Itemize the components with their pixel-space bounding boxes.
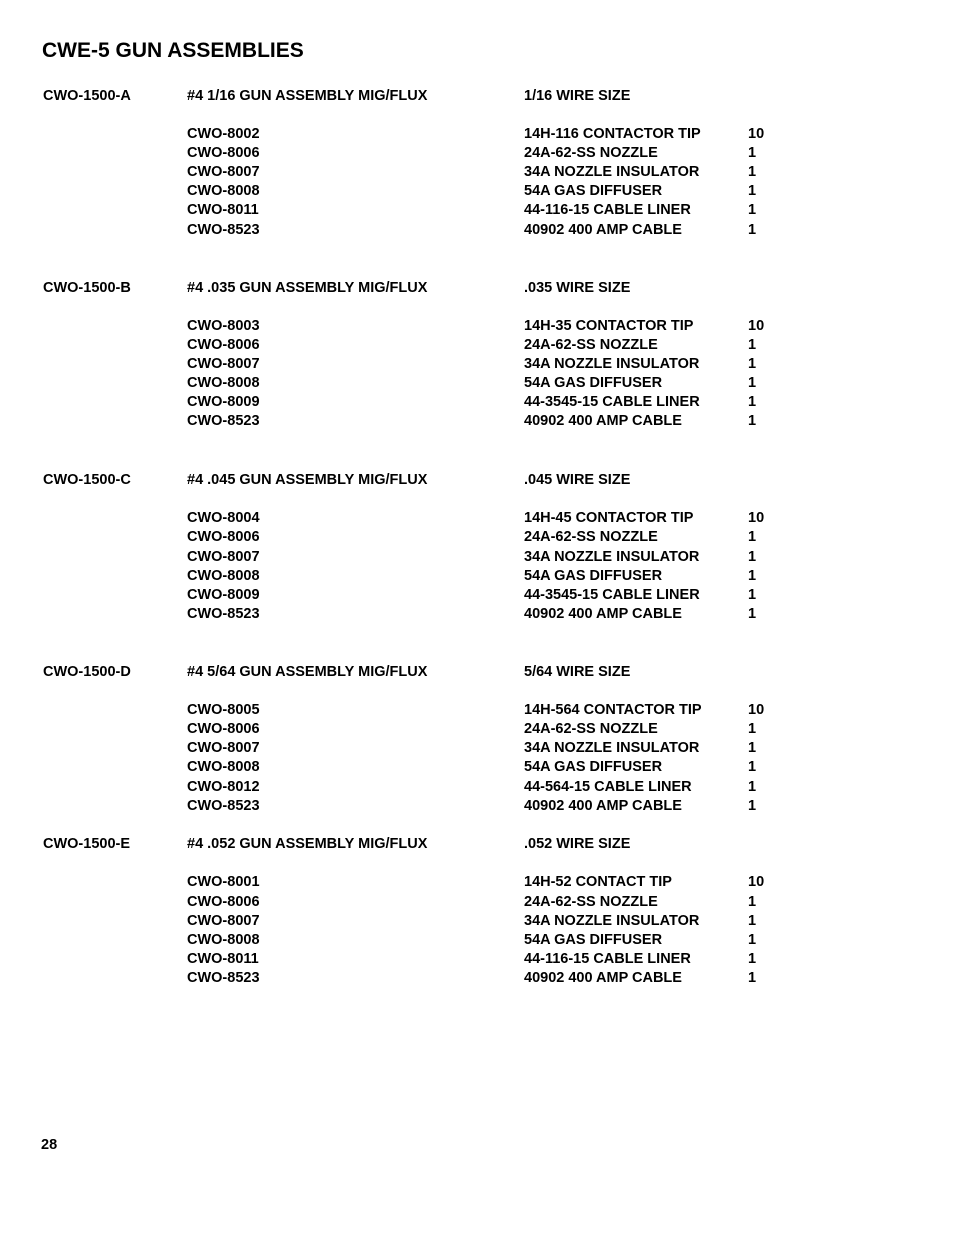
wire-size: .035 WIRE SIZE <box>524 280 631 296</box>
part-description: 34A NOZZLE INSULATOR <box>524 549 700 565</box>
assembly-name: #4 .052 GUN ASSEMBLY MIG/FLUX <box>187 836 428 852</box>
page-number: 28 <box>41 1137 58 1153</box>
part-description: 14H-52 CONTACT TIP <box>524 874 672 890</box>
part-number: CWO-8005 <box>187 702 260 718</box>
part-row <box>0 969 954 988</box>
wire-size: 1/16 WIRE SIZE <box>524 88 631 104</box>
part-number: CWO-8002 <box>187 126 260 142</box>
part-row <box>0 317 954 336</box>
part-description: 40902 400 AMP CABLE <box>524 970 682 986</box>
part-description: 44-116-15 CABLE LINER <box>524 951 691 967</box>
part-row <box>0 701 954 720</box>
part-number: CWO-8006 <box>187 529 260 545</box>
part-description: 34A NOZZLE INSULATOR <box>524 164 700 180</box>
part-quantity: 1 <box>748 356 757 372</box>
part-number: CWO-8008 <box>187 183 260 199</box>
part-description: 14H-35 CONTACTOR TIP <box>524 318 694 334</box>
part-row <box>0 797 954 816</box>
part-number: CWO-8008 <box>187 568 260 584</box>
part-quantity: 1 <box>748 932 757 948</box>
part-row <box>0 182 954 201</box>
wire-size: 5/64 WIRE SIZE <box>524 664 631 680</box>
part-quantity: 1 <box>748 394 757 410</box>
assembly-header <box>0 835 954 854</box>
part-row <box>0 144 954 163</box>
assembly-code: CWO-1500-C <box>43 472 131 488</box>
part-number: CWO-8523 <box>187 222 260 238</box>
part-quantity: 10 <box>748 318 765 334</box>
part-row <box>0 758 954 777</box>
part-description: 44-3545-15 CABLE LINER <box>524 587 700 603</box>
assembly-name: #4 1/16 GUN ASSEMBLY MIG/FLUX <box>187 88 428 104</box>
part-number: CWO-8007 <box>187 549 260 565</box>
part-number: CWO-8007 <box>187 164 260 180</box>
part-description: 24A-62-SS NOZZLE <box>524 337 658 353</box>
assembly-code: CWO-1500-A <box>43 88 131 104</box>
part-description: 54A GAS DIFFUSER <box>524 759 663 775</box>
part-quantity: 1 <box>748 413 757 429</box>
part-quantity: 1 <box>748 913 757 929</box>
part-row <box>0 336 954 355</box>
part-number: CWO-8523 <box>187 970 260 986</box>
part-number: CWO-8006 <box>187 894 260 910</box>
part-quantity: 10 <box>748 702 765 718</box>
part-row <box>0 393 954 412</box>
part-row <box>0 125 954 144</box>
part-quantity: 1 <box>748 798 757 814</box>
part-quantity: 1 <box>748 164 757 180</box>
assembly-header <box>0 663 954 682</box>
part-number: CWO-8009 <box>187 587 260 603</box>
part-number: CWO-8523 <box>187 413 260 429</box>
part-description: 54A GAS DIFFUSER <box>524 568 663 584</box>
part-row <box>0 567 954 586</box>
part-quantity: 1 <box>748 606 757 622</box>
part-number: CWO-8003 <box>187 318 260 334</box>
part-row <box>0 355 954 374</box>
part-quantity: 1 <box>748 549 757 565</box>
part-row <box>0 201 954 220</box>
part-number: CWO-8004 <box>187 510 260 526</box>
part-quantity: 1 <box>748 145 757 161</box>
part-description: 40902 400 AMP CABLE <box>524 222 682 238</box>
part-description: 34A NOZZLE INSULATOR <box>524 740 700 756</box>
assembly-name: #4 5/64 GUN ASSEMBLY MIG/FLUX <box>187 664 428 680</box>
part-number: CWO-8523 <box>187 606 260 622</box>
part-quantity: 1 <box>748 759 757 775</box>
part-description: 24A-62-SS NOZZLE <box>524 894 658 910</box>
part-description: 44-3545-15 CABLE LINER <box>524 394 700 410</box>
part-row <box>0 605 954 624</box>
part-description: 24A-62-SS NOZZLE <box>524 529 658 545</box>
part-description: 40902 400 AMP CABLE <box>524 413 682 429</box>
part-row <box>0 374 954 393</box>
part-row <box>0 873 954 892</box>
part-row <box>0 509 954 528</box>
part-description: 24A-62-SS NOZZLE <box>524 721 658 737</box>
part-description: 14H-564 CONTACTOR TIP <box>524 702 702 718</box>
part-quantity: 1 <box>748 721 757 737</box>
part-description: 14H-116 CONTACTOR TIP <box>524 126 701 142</box>
part-row <box>0 950 954 969</box>
part-number: CWO-8006 <box>187 721 260 737</box>
part-quantity: 1 <box>748 951 757 967</box>
part-number: CWO-8001 <box>187 874 260 890</box>
part-number: CWO-8008 <box>187 375 260 391</box>
part-row <box>0 586 954 605</box>
part-quantity: 1 <box>748 740 757 756</box>
assembly-header <box>0 279 954 298</box>
part-row <box>0 528 954 547</box>
part-description: 40902 400 AMP CABLE <box>524 606 682 622</box>
part-quantity: 1 <box>748 202 757 218</box>
part-number: CWO-8012 <box>187 779 260 795</box>
part-row <box>0 221 954 240</box>
part-quantity: 1 <box>748 568 757 584</box>
assembly-name: #4 .035 GUN ASSEMBLY MIG/FLUX <box>187 280 428 296</box>
part-description: 44-564-15 CABLE LINER <box>524 779 692 795</box>
part-description: 54A GAS DIFFUSER <box>524 375 663 391</box>
page-title: CWE-5 GUN ASSEMBLIES <box>42 39 304 62</box>
part-number: CWO-8008 <box>187 759 260 775</box>
part-quantity: 1 <box>748 375 757 391</box>
part-description: 54A GAS DIFFUSER <box>524 183 663 199</box>
part-row <box>0 893 954 912</box>
wire-size: .052 WIRE SIZE <box>524 836 631 852</box>
part-quantity: 1 <box>748 183 757 199</box>
wire-size: .045 WIRE SIZE <box>524 472 631 488</box>
part-number: CWO-8006 <box>187 145 260 161</box>
part-quantity: 10 <box>748 510 765 526</box>
part-description: 44-116-15 CABLE LINER <box>524 202 691 218</box>
part-quantity: 10 <box>748 126 765 142</box>
part-number: CWO-8007 <box>187 740 260 756</box>
part-number: CWO-8007 <box>187 356 260 372</box>
part-row <box>0 739 954 758</box>
part-row <box>0 412 954 431</box>
part-number: CWO-8523 <box>187 798 260 814</box>
part-number: CWO-8011 <box>187 202 259 218</box>
part-quantity: 1 <box>748 894 757 910</box>
part-quantity: 1 <box>748 779 757 795</box>
part-number: CWO-8008 <box>187 932 260 948</box>
part-row <box>0 720 954 739</box>
part-description: 54A GAS DIFFUSER <box>524 932 663 948</box>
part-row <box>0 931 954 950</box>
part-quantity: 1 <box>748 587 757 603</box>
part-row <box>0 163 954 182</box>
assembly-code: CWO-1500-D <box>43 664 131 680</box>
part-number: CWO-8009 <box>187 394 260 410</box>
part-number: CWO-8006 <box>187 337 260 353</box>
part-description: 34A NOZZLE INSULATOR <box>524 913 700 929</box>
assembly-header <box>0 471 954 490</box>
part-description: 40902 400 AMP CABLE <box>524 798 682 814</box>
part-description: 34A NOZZLE INSULATOR <box>524 356 700 372</box>
assembly-name: #4 .045 GUN ASSEMBLY MIG/FLUX <box>187 472 428 488</box>
part-number: CWO-8007 <box>187 913 260 929</box>
part-quantity: 1 <box>748 337 757 353</box>
part-number: CWO-8011 <box>187 951 259 967</box>
part-description: 14H-45 CONTACTOR TIP <box>524 510 694 526</box>
part-quantity: 1 <box>748 970 757 986</box>
part-row <box>0 548 954 567</box>
part-quantity: 10 <box>748 874 765 890</box>
assembly-header <box>0 87 954 106</box>
assembly-code: CWO-1500-E <box>43 836 131 852</box>
part-quantity: 1 <box>748 222 757 238</box>
part-description: 24A-62-SS NOZZLE <box>524 145 658 161</box>
part-quantity: 1 <box>748 529 757 545</box>
part-row <box>0 912 954 931</box>
assembly-code: CWO-1500-B <box>43 280 131 296</box>
part-row <box>0 778 954 797</box>
